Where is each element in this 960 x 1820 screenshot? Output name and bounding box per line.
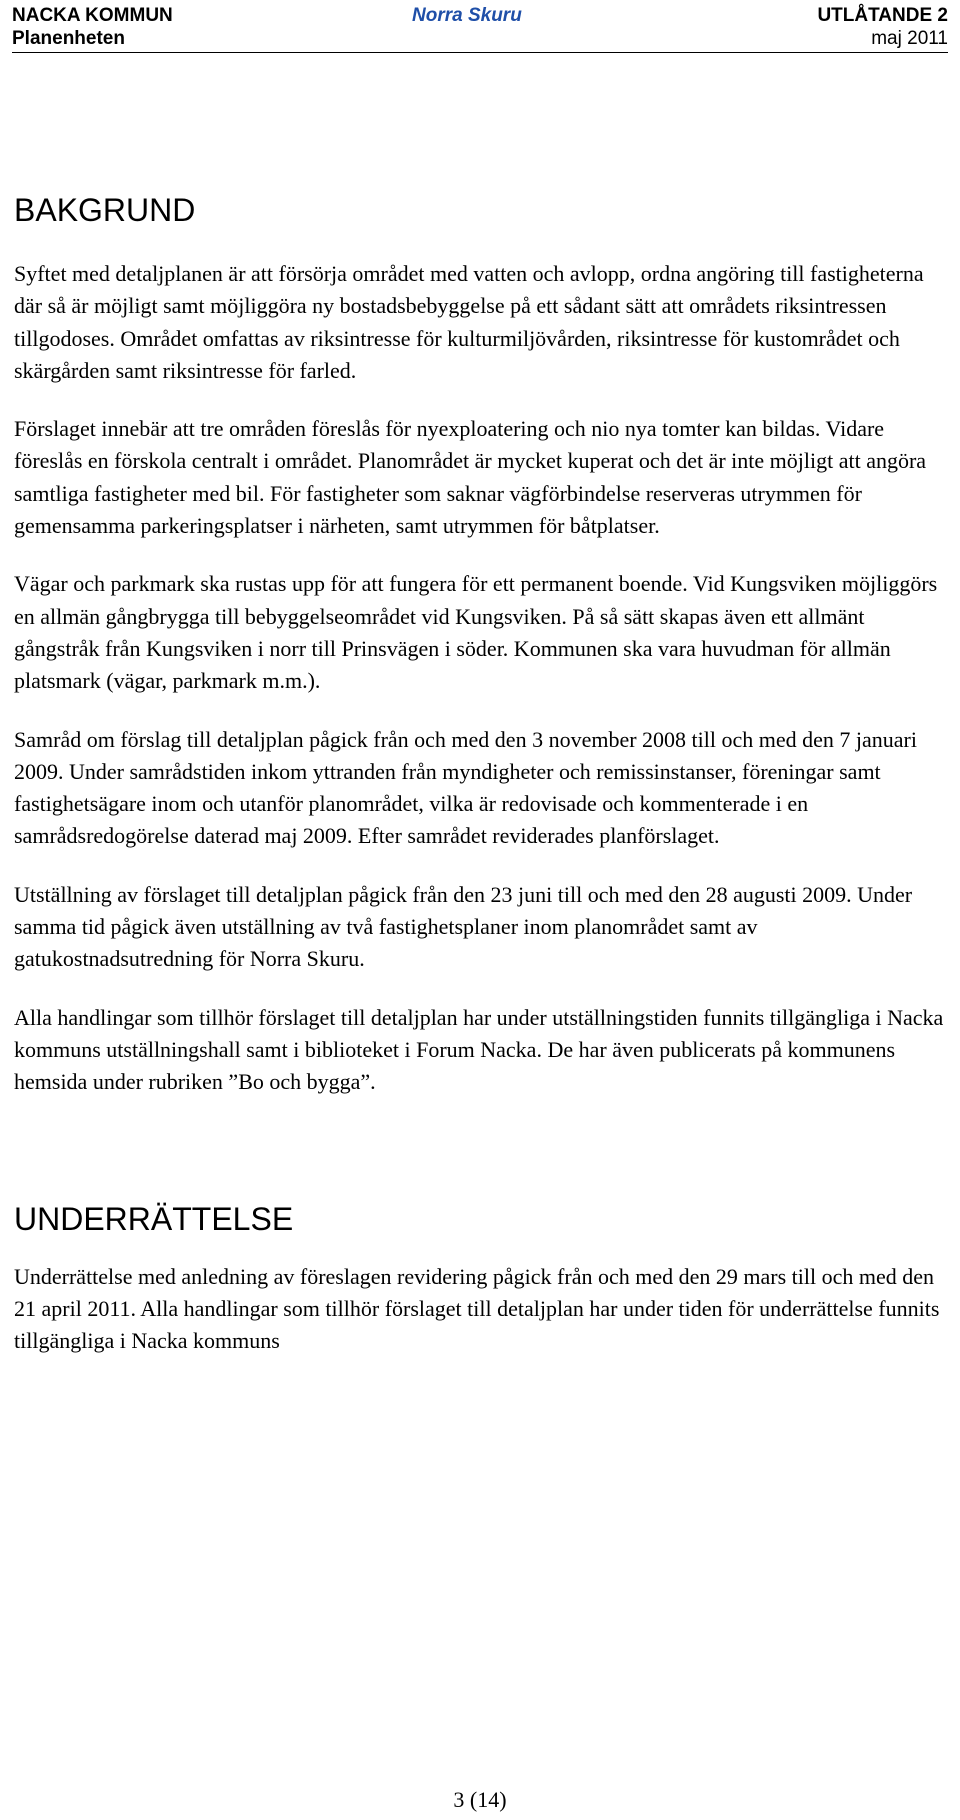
header-divider bbox=[12, 52, 948, 53]
header-row-2 bbox=[12, 27, 948, 50]
paragraph: Samråd om förslag till detaljplan pågick från och med den 3 november 2008 till och med den 7 januari 2009. Under samrådstiden inkom yttranden från myndigheter och remissinstanser, föreningar samt fastighetsägare inom och utanför planområdet, vilka är redovisade och kommenterade i en samrådsredogörelse daterad maj 2009. Efter samrådet reviderades planförslaget. bbox=[14, 726, 917, 849]
section-heading-bakgrund: BAKGRUND bbox=[14, 192, 196, 228]
header-row-1 bbox=[12, 4, 948, 27]
header-document-type: UTLÅTANDE 2 bbox=[817, 5, 948, 26]
header-department: Planenheten bbox=[12, 28, 125, 49]
paragraph: Vägar och parkmark ska rustas upp för att fungera för ett permanent boende. Vid Kungsviken möjliggörs en allmän gångbrygga till bebyggelseområdet vid Kungsviken. På så sätt skapas även ett allmänt gångstråk från Kungsviken i norr till Prinsvägen i söder. Kommunen ska vara huvudman för allmän platsmark (vägar, parkmark m.m.). bbox=[14, 571, 938, 694]
document-body bbox=[14, 190, 949, 1357]
paragraph: Förslaget innebär att tre områden föreslås för nyexploatering och nio nya tomter kan bildas. Vidare föreslås en förskola centralt i området. Planområdet är mycket kuperat och det är inte möjligt att angöra samtliga fastigheter med bil. För fastigheter som saknar vägförbindelse reserveras utrymmen för gemensamma parkeringsplatser i närheten, samt utrymmen för båtplatser. bbox=[14, 416, 927, 539]
header-organization: NACKA KOMMUN bbox=[12, 5, 173, 26]
section-heading-underrattelse: UNDERRÄTTELSE bbox=[14, 1200, 294, 1237]
paragraph: Alla handlingar som tillhör förslaget till detaljplan har under utställningstiden funnits tillgängliga i Nacka kommuns utställningshall samt i biblioteket i Forum Nacka. De har även publicerats på kommunens hemsida under rubriken ”Bo och bygga”. bbox=[14, 1004, 944, 1095]
paragraph: Underrättelse med anledning av föreslagen revidering pågick från och med den 29 mars till och med den 21 april 2011. Alla handlingar som tillhör förslaget till detaljplan har under tiden för underrättelse funnits tillgängliga i Nacka kommuns bbox=[14, 1263, 940, 1354]
paragraph: Utställning av förslaget till detaljplan pågick från den 23 juni till och med den 28 augusti 2009. Under samma tid pågick även utställning av två fastighetsplaner inom planområdet samt av gatukostnadsutredning för Norra Skuru. bbox=[14, 881, 913, 972]
header-project: Norra Skuru bbox=[412, 5, 522, 26]
paragraph: Syftet med detaljplanen är att försörja området med vatten och avlopp, ordna angöring till fastigheterna där så är möjligt samt möjliggöra ny bostadsbebyggelse på ett sådant sätt att områdets riksintressen tillgodoses. Området omfattas av riksintresse för kulturmiljövården, riksintresse för kustområdet och skärgården samt riksintresse för farled. bbox=[14, 261, 924, 383]
page-number: 3 (14) bbox=[453, 1787, 507, 1812]
page-header bbox=[12, 4, 948, 50]
header-date: maj 2011 bbox=[871, 28, 948, 49]
